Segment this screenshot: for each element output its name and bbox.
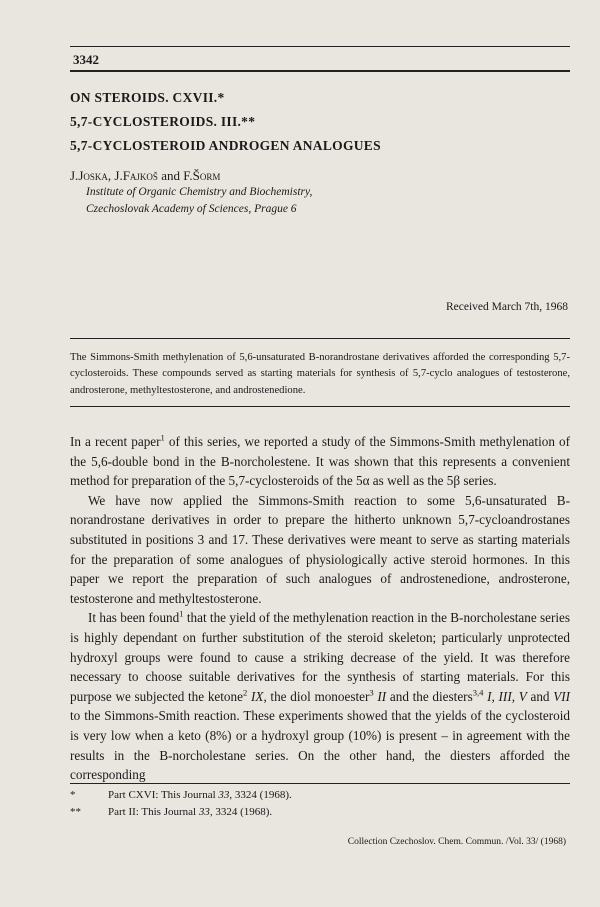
footnote-rule <box>70 783 570 784</box>
author-fajkos: Fajkoš <box>122 168 158 183</box>
title-line-3: 5,7-CYCLOSTEROID ANDROGEN ANALOGUES <box>70 138 381 153</box>
abstract-bottom-rule <box>70 406 570 407</box>
author-sorm: Šorm <box>192 168 221 183</box>
title-line-2: 5,7-CYCLOSTEROIDS. III.** <box>70 114 256 129</box>
paragraph-2: We have now applied the Simmons-Smith reaction to some 5,6-unsaturated B-norandrostane derivatives in order to prepare the hitherto unknown 5,7-cycloandrostanes substituted in positions 3 and 17. These derivatives were meant to serve as starting materials for the preparation of some analogues of physiologically active steroid hormones. In this paper we report the preparation of such analogues of androstenedione, androsterone, testosterone and methyltestosterone. <box>70 492 570 606</box>
received-date: Received March 7th, 1968 <box>446 301 568 313</box>
page-number: 3342 <box>73 52 99 67</box>
abstract-top-rule <box>70 338 570 339</box>
paragraph-3: It has been found$^1$ that the yield of the methylenation reaction in the B-norcholestane series is highly dependant on further substitution of the steroid skeleton; particularly unprotected hydroxyl groups were found to cause a striking decrease of the yield. It was therefore necessary to choose suitable derivatives for the synthesis of starting materials. For this purpose we subjected the ketone$^2$ IX, the diol monoester$^3$ II and the diesters$^{3,4}$ I, III, V and VII to the Simmons-Smith reaction. These experiments showed that the yields of the cyclosteroid is very low when a keto (8%) or a hydroxyl group (10%) is present – in agreement with the results in the B-norcholestane series. On the other hand, the diesters afforded the corresponding <box>70 608 571 783</box>
footnote-1: * Part CXVI: This Journal 33, 3324 (1968). <box>70 789 292 801</box>
author-list: J.Joska, J.Fajkoš and F.Šorm <box>70 168 221 183</box>
title-line-1: ON STEROIDS. CXVII.* <box>70 90 225 105</box>
body-text <box>70 432 570 785</box>
affiliation-line-2: Czechoslovak Academy of Sciences, Prague 6 <box>86 203 297 215</box>
affiliation-line-1: Institute of Organic Chemistry and Biochemistry, <box>86 186 313 198</box>
author-joska: Joska <box>78 168 108 183</box>
paragraph-1: In a recent paper$^1$ of this series, we reported a study of the Simmons-Smith methylenation of the 5,6-double bond in the B-norcholestene. It was shown that this represents a convenient method for preparation of the 5,7-cyclosteroids of the 5α as well as the 5β series. <box>70 432 570 489</box>
journal-footer: Collection Czechoslov. Chem. Commun. /Vol. 33/ (1968) <box>347 837 566 847</box>
header-top-rule <box>70 46 570 47</box>
footnote-2: ** Part II: This Journal 33, 3324 (1968). <box>70 806 273 818</box>
header-bottom-rule <box>70 70 570 72</box>
abstract: The Simmons-Smith methylenation of 5,6-unsaturated B-norandrostane derivatives afforded the corresponding 5,7-cyclosteroids. These compounds served as starting materials for synthesis of 5,7-cyclo analogues of testosterone, androsterone, methyltestosterone, and androstenedione. <box>70 352 570 396</box>
